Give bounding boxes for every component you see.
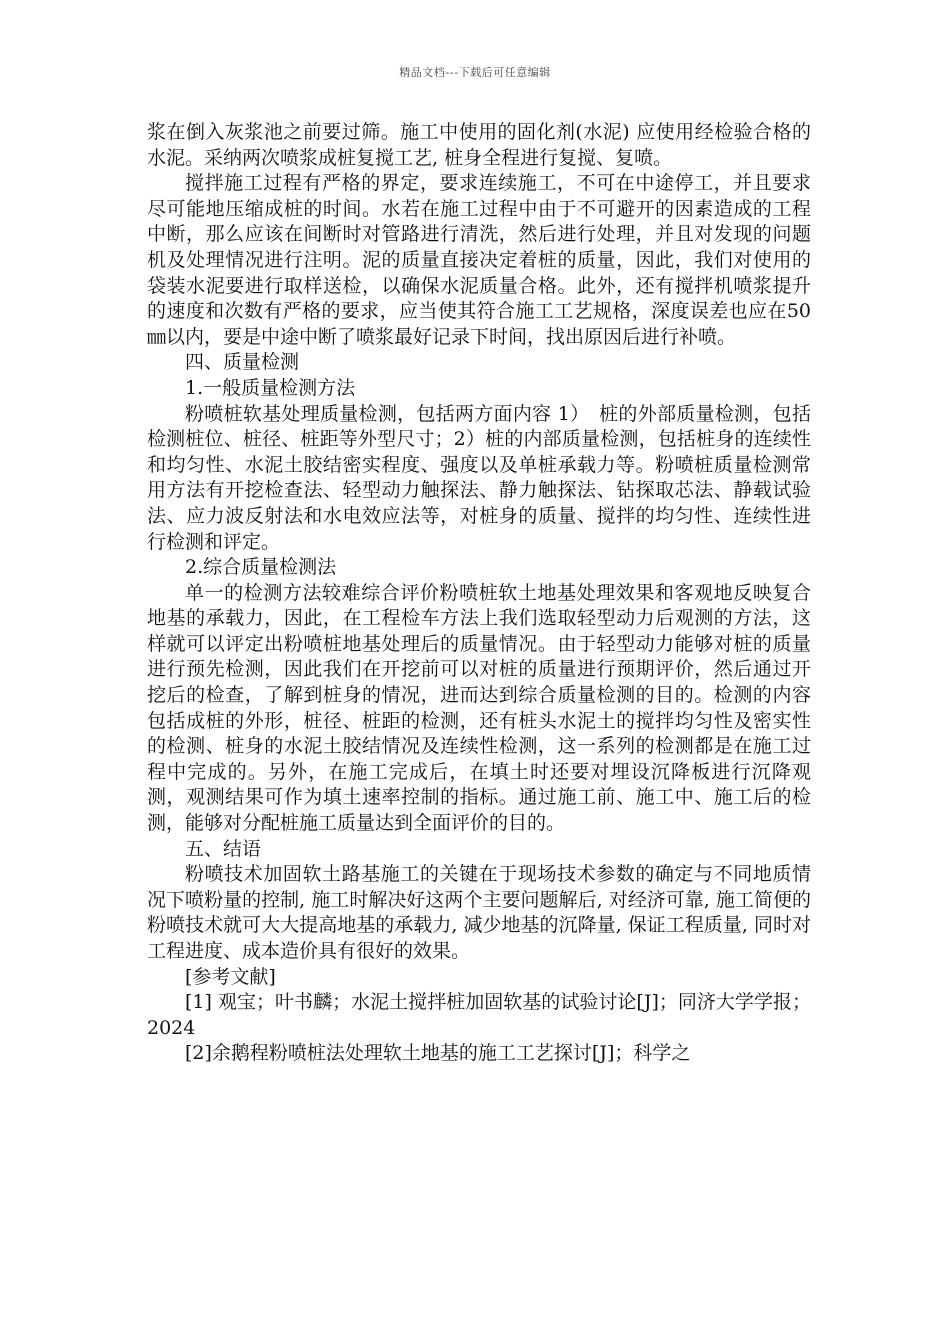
- section-heading-quality-inspection: 四、质量检测: [185, 351, 300, 374]
- subheading-general-inspection: 1.一般质量检测方法: [185, 376, 356, 399]
- paragraph-mixing-construction: 搅拌施工过程有严格的界定，要求连续施工，不可在中途停工，并且要求尽可能地压缩成桩的时间。水若在施工过程中由于不可避开的因素造成的工程中断，那么应该在间断时对管路进行清洗，然后进行处理，并且对发现的问题机及处理情况进行注明。泥的质量直接决定着桩的质量，因此，我们对使用的袋装水泥要进行取样送检，以确保水泥质量合格。此外，还有搅拌机喷浆提升的速度和次数有严格的要求，应当使其符合施工工艺规格，深度误差也应在50㎜以内，要是中途中断了喷浆最好记录下时间，找出原因后进行补喷。: [147, 172, 811, 348]
- section-heading-conclusion: 五、结语: [185, 837, 262, 860]
- paragraph-sieving: 浆在倒入灰浆池之前要过筛。施工中使用的固化剂(水泥) 应使用经检验合格的水泥。采纳两次喷浆成桩复搅工艺, 桩身全程进行复搅、复喷。: [147, 121, 811, 169]
- subheading-comprehensive-inspection: 2.综合质量检测法: [185, 556, 337, 579]
- reference-item: [2]余鹅程粉喷桩法处理软土地基的施工工艺探讨[J]；科学之: [185, 1042, 691, 1065]
- paragraph-general-inspection: 粉喷桩软基处理质量检测，包括两方面内容 1） 桩的外部质量检测，包括检测桩位、桩径、桩距等外型尺寸；2）桩的内部质量检测，包括桩身的连续性和均匀性、水泥土胶结密实程度、强度以及单桩承载力等。粉喷桩质量检测常用方法有开挖检查法、轻型动力触探法、静力触探法、钻探取芯法、静载试验法、应力波反射法和水电效应法等，对桩身的质量、搅拌的均匀性、连续性进行检测和评定。: [147, 402, 811, 553]
- references-heading: [参考文献]: [185, 965, 276, 988]
- page-header: 精品文档---下载后可任意编辑: [399, 66, 551, 79]
- paragraph-comprehensive-inspection: 单一的检测方法较难综合评价粉喷桩软土地基处理效果和客观地反映复合地基的承载力，因此，在工程检车方法上我们选取轻型动力后观测的方法，这样就可以评定出粉喷桩地基处理后的质量情况。由于轻型动力能够对桩的质量进行预先检测，因此我们在开挖前可以对桩的质量进行预期评价，然后通过开挖后的检查，了解到桩身的情况，进而达到综合质量检测的目的。检测的内容包括成桩的外形，桩径、桩距的检测，还有桩头水泥土的搅拌均匀性及密实性的检测、桩身的水泥土胶结情况及连续性检测，这一系列的检测都是在施工过程中完成的。另外，在施工完成后，在填土时还要对埋设沉降板进行沉降观测，观测结果可作为填土速率控制的指标。通过施工前、施工中、施工后的检测，能够对分配桩施工质量达到全面评价的目的。: [147, 581, 811, 835]
- document-body: [147, 120, 811, 1067]
- paragraph-conclusion: 粉喷技术加固软土路基施工的关键在于现场技术参数的确定与不同地质情况下喷粉量的控制, 施工时解决好这两个主要问题解后, 对经济可靠, 施工简便的粉喷技术就可大大提高地基的承载力, 减少地基的沉降量, 保证工程质量, 同时对工程进度、成本造价具有很好的效果。: [147, 863, 811, 962]
- reference-item: [1] 观宝；叶书麟；水泥土搅拌桩加固软基的试验讨论[J]；同济大学学报；2024: [147, 991, 811, 1039]
